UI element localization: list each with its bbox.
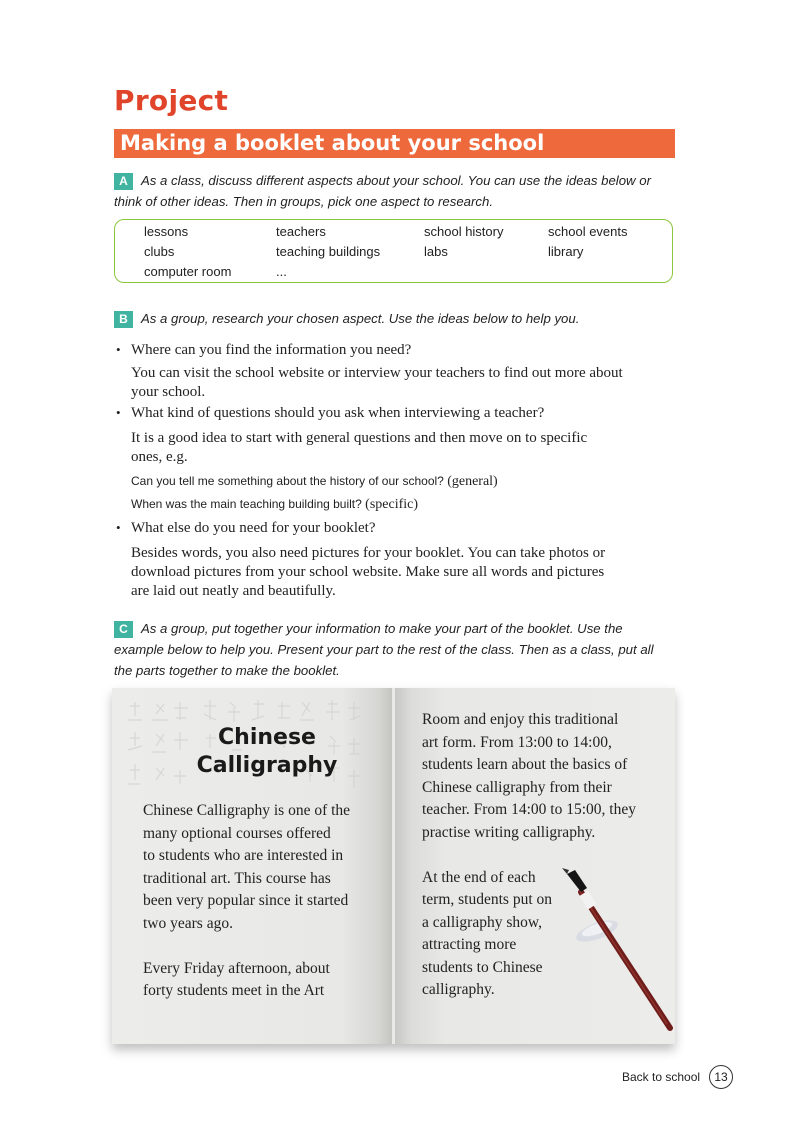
- booklet-line: students learn about the basics of: [422, 756, 628, 773]
- instruction-a-line1: As a class, discuss different aspects about your school. You can use the ideas below or: [141, 173, 651, 188]
- instruction-c-line1: As a group, put together your information to make your part of the booklet. Use the: [141, 621, 623, 636]
- paragraph-gap: [143, 935, 383, 958]
- example-question: [131, 474, 498, 490]
- idea-item: school history: [424, 224, 504, 239]
- booklet-left-text: [143, 800, 383, 1003]
- booklet-line: art form. From 13:00 to 14:00,: [422, 733, 612, 751]
- answer-line: your school.: [131, 384, 206, 400]
- booklet-line: Every Friday afternoon, about: [143, 959, 330, 977]
- page-number: 13: [709, 1065, 733, 1089]
- answer-line: It is a good idea to start with general questions and then move on to specific: [131, 430, 588, 446]
- instruction-b-text: As a group, research your chosen aspect. Use the ideas below to help you.: [141, 311, 580, 326]
- question-text: Where can you find the information you need?: [131, 342, 412, 358]
- booklet-line: many optional courses offered: [143, 824, 331, 842]
- instruction-a-line2: think of other ideas. Then in groups, pick one aspect to research.: [114, 194, 493, 209]
- calligraphy-brush-icon: [545, 868, 675, 1038]
- answer: [131, 364, 691, 402]
- booklet-title: [182, 724, 352, 780]
- idea-item: teachers: [276, 224, 326, 239]
- idea-item: computer room: [144, 264, 232, 279]
- answer: [131, 544, 691, 601]
- answer-line: ones, e.g.: [131, 449, 188, 465]
- idea-item: ...: [276, 264, 287, 279]
- booklet-line: At the end of each: [422, 868, 536, 886]
- example-tag: (general): [447, 474, 498, 489]
- booklet-line: traditional art. This course has: [143, 869, 331, 887]
- label-c: C: [114, 621, 133, 638]
- idea-item: library: [548, 244, 584, 259]
- booklet-line: teacher. From 14:00 to 15:00, they: [422, 801, 636, 818]
- booklet-left-page: [112, 688, 392, 1044]
- answer-line: Besides words, you also need pictures for your booklet. You can take photos or: [131, 545, 606, 561]
- booklet-line: to students who are interested in: [143, 847, 344, 864]
- booklet-line: term, students put on: [422, 891, 553, 908]
- booklet-line: Room and enjoy this traditional: [422, 711, 619, 728]
- booklet-example: [112, 688, 675, 1044]
- paragraph-gap: [422, 844, 672, 867]
- booklet-title-line: Chinese: [218, 725, 316, 750]
- booklet-line: practise writing calligraphy.: [422, 823, 596, 841]
- booklet-right-page: [395, 688, 675, 1044]
- instruction-a: [114, 170, 689, 212]
- booklet-line: been very popular since it started: [143, 892, 349, 909]
- instruction-c: [114, 618, 689, 681]
- bullet-icon: •: [116, 405, 121, 420]
- instruction-c-line2: example below to help you. Present your part to the rest of the class. Then as a class, put all: [114, 642, 654, 657]
- banner-text: Making a booklet about your school: [120, 131, 545, 155]
- booklet-line: Chinese Calligraphy is one of the: [143, 802, 351, 819]
- booklet-line: calligraphy.: [422, 981, 495, 998]
- question-text: What kind of questions should you ask when interviewing a teacher?: [131, 405, 545, 421]
- label-a: A: [114, 173, 133, 190]
- page-title: Project: [114, 84, 229, 117]
- bullet-icon: •: [116, 520, 121, 535]
- booklet-title-line: Calligraphy: [196, 753, 338, 778]
- booklet-line: a calligraphy show,: [422, 913, 542, 931]
- answer-line: are laid out neatly and beautifully.: [131, 583, 336, 599]
- idea-item: lessons: [144, 224, 189, 239]
- instruction-c-line3: the parts together to make the booklet.: [114, 663, 340, 678]
- section-banner: [114, 129, 675, 158]
- bullet-question: [116, 405, 544, 422]
- label-b: B: [114, 311, 133, 328]
- example-text: When was the main teaching building built?: [131, 497, 362, 511]
- bullet-question: [116, 520, 376, 537]
- question-text: What else do you need for your booklet?: [131, 520, 376, 536]
- answer-line: You can visit the school website or interview your teachers to find out more about: [131, 365, 623, 381]
- bullet-question: [116, 342, 411, 359]
- answer: [131, 429, 691, 467]
- idea-item: school events: [548, 224, 628, 239]
- booklet-line: attracting more: [422, 936, 517, 953]
- example-question: [131, 497, 418, 513]
- idea-item: clubs: [144, 244, 175, 259]
- example-tag: (specific): [365, 497, 419, 512]
- booklet-line: forty students meet in the Art: [143, 982, 325, 999]
- example-text: Can you tell me something about the history of our school?: [131, 474, 444, 488]
- booklet-line: students to Chinese: [422, 958, 543, 976]
- idea-item: teaching buildings: [276, 244, 381, 259]
- footer-section-name: Back to school: [622, 1070, 701, 1084]
- answer-line: download pictures from your school website. Make sure all words and pictures: [131, 564, 605, 580]
- booklet-line: Chinese calligraphy from their: [422, 778, 612, 796]
- ideas-box: [114, 219, 673, 283]
- booklet-line: two years ago.: [143, 914, 233, 932]
- idea-item: labs: [424, 244, 448, 259]
- bullet-icon: •: [116, 342, 121, 357]
- instruction-b: [114, 308, 689, 329]
